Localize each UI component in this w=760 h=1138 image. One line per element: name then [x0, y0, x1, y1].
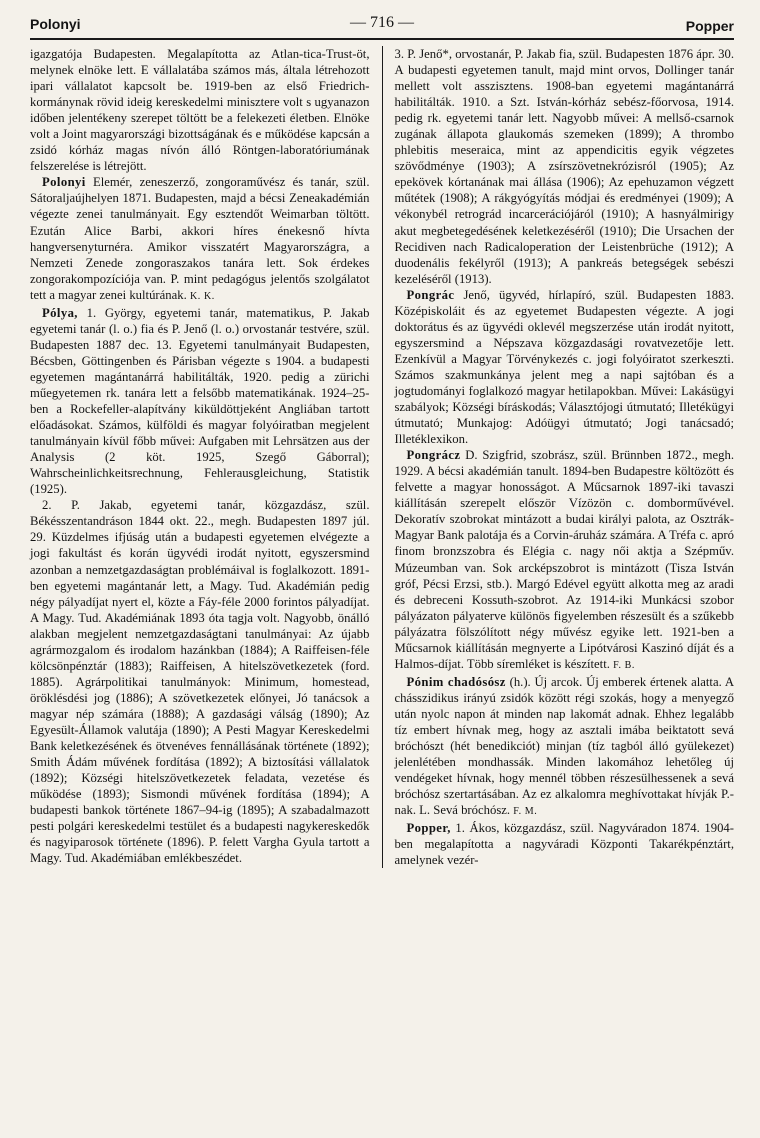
- author-signature: K. K.: [189, 290, 215, 302]
- paragraph: [395, 46, 735, 287]
- entry-text: (h.). Új arcok. Új emberek értenek alatta. A chásszidikus irányú zsidók között régi szokás, hogy a menyegző után nyolc napon át minden nap lakomát adnak. Ehhez legalább tíz embert hívnak meg, hogy az asztali imába beiktatott sevá bróchószt (hét benedikciót) minjan (tíz tagból álló gyülekezet) jelenlétében mondhassák. Minden lakomához lehetőleg új vendégeket hívnak, hogy mennél többen részesülhessenek a sevá bróchósz szertartásában. Az ez alkalomra meghívottakat hívják P.-nak. L. Sevá bróchósz.: [394, 674, 734, 818]
- columns: [30, 46, 734, 868]
- left-column: [30, 46, 370, 868]
- entry-headword: Pongrác: [406, 287, 455, 302]
- entry: [395, 674, 735, 820]
- entry-headword: Popper,: [406, 821, 451, 836]
- paragraph: [30, 46, 370, 174]
- running-head-left: Polonyi: [30, 16, 81, 32]
- entry-text: Jenő, ügyvéd, hírlapíró, szül. Budapesten 1883. Középiskoláit és az egyetemet Budapesten végezte. A jogi doktorátus és az ügyvédi oklevél megszerzése után irodát nyitott, egyszersmind a Népszava közgazdasági rovatvezetője lett. Ezenkívül a Magyar Törvénykezés c. jogi folyóiratot szerkeszti. Számos szakmunkánya jelent meg a napi sajtóban és a jogtudományi foglalkozó magyar hetilapokban. Művei: Lakásügyi szabályok; Községi bíráskodás; Választójogi útmutató; Illetékügyi útmutató; Munkajog: Adóügyi útmutató; Jogi tanácsadó; Illetéklexikon.: [394, 287, 734, 447]
- entry-headword: Pónim chadósósz: [406, 674, 506, 689]
- header-rule: [30, 38, 734, 40]
- right-column: [395, 46, 735, 868]
- entry-text: D. Szigfrid, szobrász, szül. Brünnben 1872., megh. 1929. A bécsi akadémián tanult. 1894-ben Budapestre költözött és felvette a magyar honosságot. A Műcsarnok 1897-iki tavaszi kiállításán szerepelt először Vízözön c. domborművével. Dekoratív szobrokat mintázott a budai királyi palota, az Osztrák-Magyar Bank palotája és a Corvin-áruház számára. A Tréfa c. apró finom bronzszobra és Elégia c. nagy női aktja a Szépműv. Múzeumban van. Sok arcképszobrot is mintázott (Tisza István gróf, Pécsi Erzsi, stb.). Margó Edével együtt alkotta meg az aradi és debreceni Kossuth-szobrot. Az 1914-iki Munkácsi szobor pályázaton pályaterve különös figyelemben részesült és a szűkebb pályázatra fölszólított négy művész egyike lett. 1921-ben a Műcsarnok kiállításán megnyerte a Lipótvárosi Kaszinó díját és a Halmos-díjat. Több síremléket is készített.: [394, 448, 734, 671]
- entry: [30, 305, 370, 498]
- entry-text: Elemér, zeneszerző, zongoraművész és tanár, szül. Sátoraljaújhelyen 1871. Budapesten, majd a bécsi Zeneakadémián végezte zenei tanulmányait. Egy esztendőt Weimarban töltött. Ezután Alice Barbi, akkori híres énekesnő hívta hangversenyturnéra. Amikor visszatért Magyarországra, a Nemzeti Zenede zongoraszakos tanára lett. Sok érdekes zongorakompozíciója van. P. mint pedagógus jelentős szolgálatot tett a magyar zenei kultúrának.: [30, 175, 370, 302]
- entry-text: 1. Ákos, közgazdász, szül. Nagyváradon 1874. 1904-ben megalapította a nagyváradi Központi Takarékpénztárt, amelynek vezér-: [394, 821, 734, 868]
- author-signature: F. M.: [513, 806, 538, 818]
- column-divider: [382, 46, 383, 868]
- entry-headword: Pólya,: [42, 305, 78, 320]
- entry-text: 1. György, egyetemi tanár, matematikus, P. Jakab egyetemi tanár (l. o.) fia és P. Jenő (l. o.) orvostanár testvére, szül. Budapesten 1887 dec. 13. Egyetemi tanulmányait Budapesten, Bécsben, Göttingenben és Párisban végezte s 1904. a budapesti egyetemen magántanárrá habilitálták, 1920. pedig a zürichi műegyetemen rk. tanára lett a felsőbb matematikának. 1924–25-ben a Rockefeller-alapítvány kiküldöttjeként Angliában tartott előadásokat. Számos, külföldi és magyar folyóiratban megjelent tanulmányain kívül főbb művei: Aufgaben mit Lehrsätzen aus der Analysis (2 köt. 1925, Szegő Gáborral); Wahrscheinlichkeitsrechnung, Fehlerausgleichung, Statistik (1925).: [30, 305, 370, 497]
- page-number: — 716 —: [350, 14, 414, 31]
- page-header: [30, 12, 734, 36]
- entry-text: igazgatója Budapesten. Megalapította az Atlan-tica-Trust-öt, melynek elnöke lett. E vállalatába számos más, általa létrehozott ipari vállalatot kapcsolt be. 1919-ben az első Friedrich-kormánynak rövid ideig kereskedelmi minisztere volt s ugyanazon időben jelentékeny szerepet töltött be a felekezeti életben. Elnöke volt a Joint magyarországi bizottságának és e működése kapcsán a zsidó kórház magas nívón álló Röntgen-laboratóriumának felszerelése is létrejött.: [30, 47, 370, 174]
- entry: [395, 447, 735, 674]
- paragraph: [30, 497, 370, 866]
- entry: [30, 174, 370, 304]
- entry-headword: Pongrácz: [406, 448, 461, 463]
- entry-text: 3. P. Jenő*, orvostanár, P. Jakab fia, szül. Budapesten 1876 ápr. 30. A budapesti egyetemen tanult, majd mint orvos, Dollinger tanár mellett volt asszisztens. 1908-ban egyetemi magántanárrá habilitálták. 1910. a Szt. István-kórház sebész-főorvosa, 1914. pedig rk. egyetemi tanár lett. Nagyobb művei: A mellső-csarnok zugának állapota glaukomás szemeken (1899); A thrombo phlebitis meseraica, mint az appendicitis egyik végzetes szövődménye (1903); A zsírszövetnekrózisról (1905); Az epekövek kórtanának mai állása (1906); Az epehuzamon végzett műtétek (1908); A rákgyógyítás módjai és eredményei (1909); A vékonybél retrográd incarcerációjáról (1910); A hasnyálmirigy akut megbetegedésének keletkezéséről (1910); Die Ursachen der Recidiven nach Radicaloperation der Leistenbrüche (1912); A duodenális fekélyről (1913); A pankreás betegségek sebészi kezeléséről (1913).: [394, 47, 734, 286]
- entry-headword: Polonyi: [42, 175, 86, 190]
- entry: [395, 287, 735, 447]
- running-head-right: Popper: [685, 18, 734, 34]
- author-signature: F. B.: [613, 659, 636, 671]
- entry: [395, 820, 735, 868]
- entry-text: 2. P. Jakab, egyetemi tanár, közgazdász, szül. Békésszentandráson 1844 okt. 22., megh. Budapesten 1897 júl. 29. Küzdelmes ifjúság után a budapesti egyetemen elvégezte a jogi fakultást és korán ügyvédi irodát nyitott, egyszersmind azonban a nemzetgazdaságtan problémáival is foglalkozott. 1891-ben egyetemi magántanár lett, a Magy. Tud. Akadémián pedig négy pályadíjat nyert el, közte a Fáy-féle 2000 forintos pályadíjat. A Magy. Tud. Akadémiának 1893 óta tagja volt. Nagyobb, önálló alakban megjelent nemzetgazdaságtani tanulmányai: Az újabb agrármozgalom és irodalom hazánkban (1884); A Raiffeisen-féle kölcsönpénztár (1883); Raiffeisen, A hitelszövetkezetek (ford. 1885). Agrárpolitikai tanulmányok: Minimum, homestead, öröklésdési jog (1886); A szövetkezetek előnyei, Jó tanácsok a magyar nép számára (1888); A gazdasági válság (1890); Az Egyesült-Államok valutája (1890); A Pesti Magyar Kereskedelmi Bank keletkezésének és ötvenéves fennállásának története (1892); Smith Ádám művének fordítása (1892); A biztosítási vállalatok (1892); Községi hitelszövetkezetek feladata, vezetése és működése (1893); Sismondi művének fordítása (1894); A budapesti bankok története 1867–94-ig (1895); A szabadalmazott pesti polgári kereskedelmi testület és a budapesti nagykereskedők és nagyiparosok története (1896). P. felett Vargha Gyula tartott a Magy. Tud. Akadémiában emlékbeszédet.: [30, 498, 370, 866]
